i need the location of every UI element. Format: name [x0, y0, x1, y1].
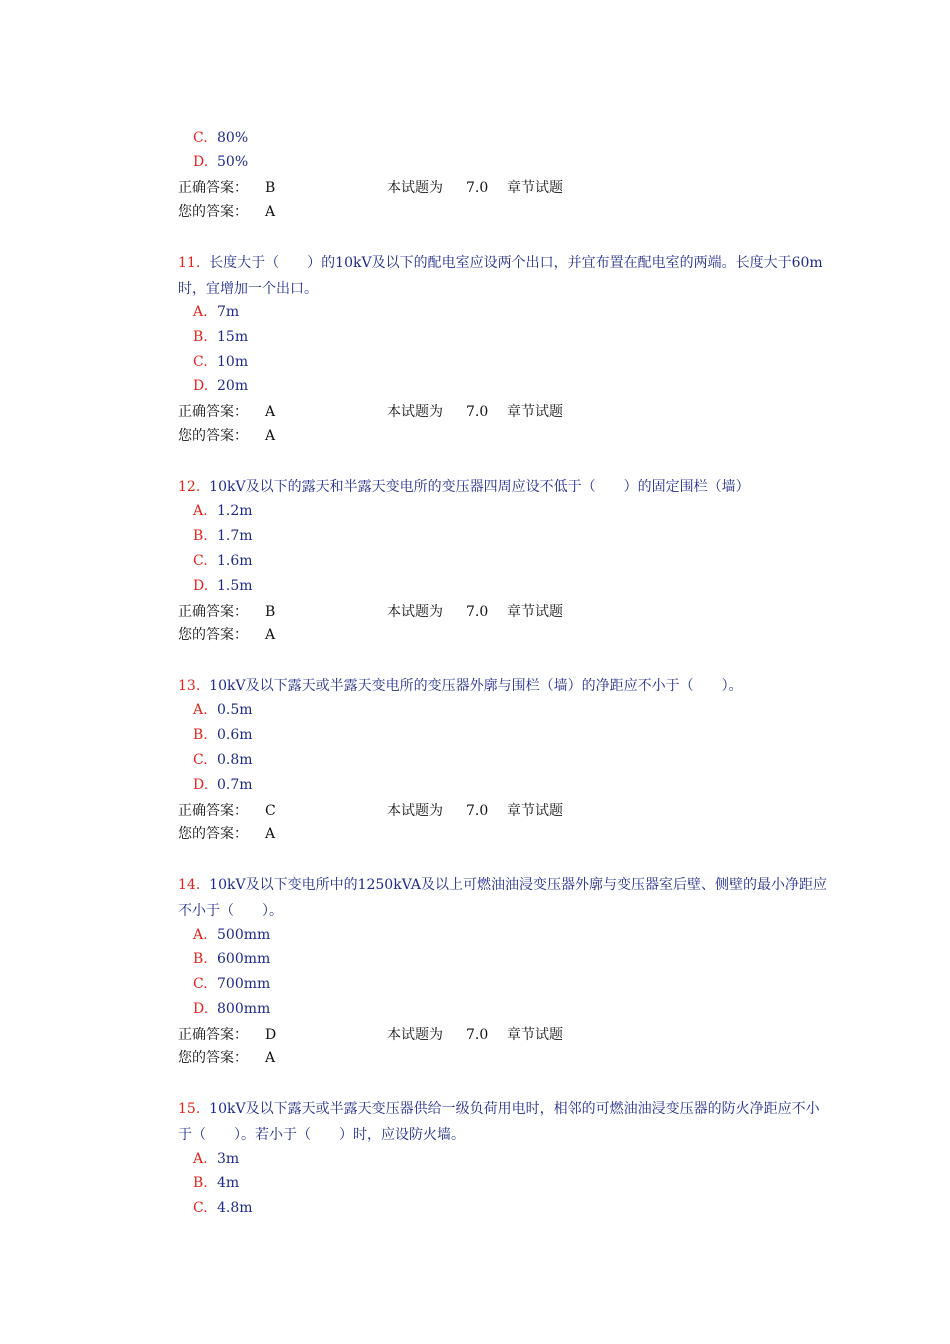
your-answer-value: A [265, 1050, 276, 1066]
option-text: 700mm [217, 976, 271, 992]
option-text: 1.7m [217, 528, 253, 544]
correct-answer-value: A [265, 404, 276, 420]
question-stem: 长度大于（ ）的10kV及以下的配电室应设两个出口，并宜布置在配电室的两端。长度大于60m时，宜增加一个出口。 [178, 255, 823, 297]
question-text [178, 250, 828, 302]
correct-answer-value: D [265, 1027, 277, 1043]
option-text: 600mm [217, 951, 271, 967]
option-text: 500mm [217, 927, 271, 943]
question-text [178, 673, 838, 699]
question-number: 15. [178, 1101, 201, 1117]
option-letter: B. [193, 951, 208, 967]
option-letter: C. [193, 1200, 208, 1216]
option-letter: A. [193, 304, 208, 320]
your-answer-value: A [265, 826, 276, 842]
question-tag: 章节试题 [507, 803, 563, 819]
option-text: 7m [217, 304, 240, 320]
option-letter: A. [193, 702, 208, 718]
option-text: 1.2m [217, 503, 253, 519]
option-text: 50% [217, 154, 249, 170]
option-letter: B. [193, 1175, 208, 1191]
question-number: 14. [178, 877, 201, 893]
option-text: 0.7m [217, 777, 253, 793]
option-letter: B. [193, 528, 208, 544]
option-text: 80% [217, 130, 249, 146]
your-answer-value: A [265, 204, 276, 220]
your-answer-label: 您的答案： [178, 204, 248, 220]
option-letter: C. [193, 553, 208, 569]
question-stem: 10kV及以下的露天和半露天变电所的变压器四周应设不低于（ ）的固定围栏（墙） [209, 479, 750, 495]
correct-answer-value: B [265, 604, 276, 620]
your-answer-label: 您的答案： [178, 1050, 248, 1066]
correct-answer-label: 正确答案： [178, 404, 248, 420]
option-letter: A. [193, 927, 208, 943]
question-text [178, 872, 828, 924]
score-label: 本试题为 [387, 180, 443, 196]
question-tag: 章节试题 [507, 604, 563, 620]
option-letter: D. [193, 154, 209, 170]
correct-answer-value: B [265, 180, 276, 196]
your-answer-label: 您的答案： [178, 428, 248, 444]
score-value: 7.0 [466, 604, 489, 620]
option-text: 0.5m [217, 702, 253, 718]
option-letter: C. [193, 130, 208, 146]
question-tag: 章节试题 [507, 180, 563, 196]
correct-answer-label: 正确答案： [178, 803, 248, 819]
score-value: 7.0 [466, 1027, 489, 1043]
question-number: 13. [178, 678, 201, 694]
correct-answer-label: 正确答案： [178, 180, 248, 196]
question-stem: 10kV及以下露天或半露天变压器供给一级负荷用电时，相邻的可燃油油浸变压器的防火净距应不小于（ ）。若小于（ ）时，应设防火墙。 [178, 1101, 820, 1143]
option-text: 1.6m [217, 553, 253, 569]
your-answer-label: 您的答案： [178, 826, 248, 842]
score-label: 本试题为 [387, 604, 443, 620]
option-letter: C. [193, 976, 208, 992]
score-label: 本试题为 [387, 803, 443, 819]
question-tag: 章节试题 [507, 1027, 563, 1043]
option-letter: A. [193, 1151, 208, 1167]
option-text: 20m [217, 378, 249, 394]
option-letter: D. [193, 378, 209, 394]
question-stem: 10kV及以下露天或半露天变电所的变压器外廓与围栏（墙）的净距应不小于（ ）。 [209, 678, 743, 694]
option-text: 0.6m [217, 727, 253, 743]
option-text: 4.8m [217, 1200, 253, 1216]
score-label: 本试题为 [387, 404, 443, 420]
option-text: 1.5m [217, 578, 253, 594]
score-value: 7.0 [466, 180, 489, 196]
question-text [178, 1096, 828, 1148]
option-letter: B. [193, 727, 208, 743]
correct-answer-label: 正确答案： [178, 1027, 248, 1043]
question-number: 11. [178, 255, 201, 271]
correct-answer-label: 正确答案： [178, 604, 248, 620]
option-letter: A. [193, 503, 208, 519]
option-letter: C. [193, 752, 208, 768]
score-value: 7.0 [466, 803, 489, 819]
option-text: 15m [217, 329, 249, 345]
score-value: 7.0 [466, 404, 489, 420]
option-text: 4m [217, 1175, 240, 1191]
option-text: 0.8m [217, 752, 253, 768]
question-number: 12. [178, 479, 201, 495]
option-letter: D. [193, 578, 209, 594]
option-letter: C. [193, 354, 208, 370]
option-text: 3m [217, 1151, 240, 1167]
option-text: 800mm [217, 1001, 271, 1017]
option-text: 10m [217, 354, 249, 370]
question-text [178, 474, 838, 500]
question-stem: 10kV及以下变电所中的1250kVA及以上可燃油油浸变压器外廓与变压器室后壁、侧壁的最小净距应不小于（ ）。 [178, 877, 827, 919]
option-letter: D. [193, 1001, 209, 1017]
option-letter: B. [193, 329, 208, 345]
option-letter: D. [193, 777, 209, 793]
correct-answer-value: C [265, 803, 276, 819]
your-answer-value: A [265, 627, 276, 643]
your-answer-label: 您的答案： [178, 627, 248, 643]
score-label: 本试题为 [387, 1027, 443, 1043]
your-answer-value: A [265, 428, 276, 444]
question-tag: 章节试题 [507, 404, 563, 420]
